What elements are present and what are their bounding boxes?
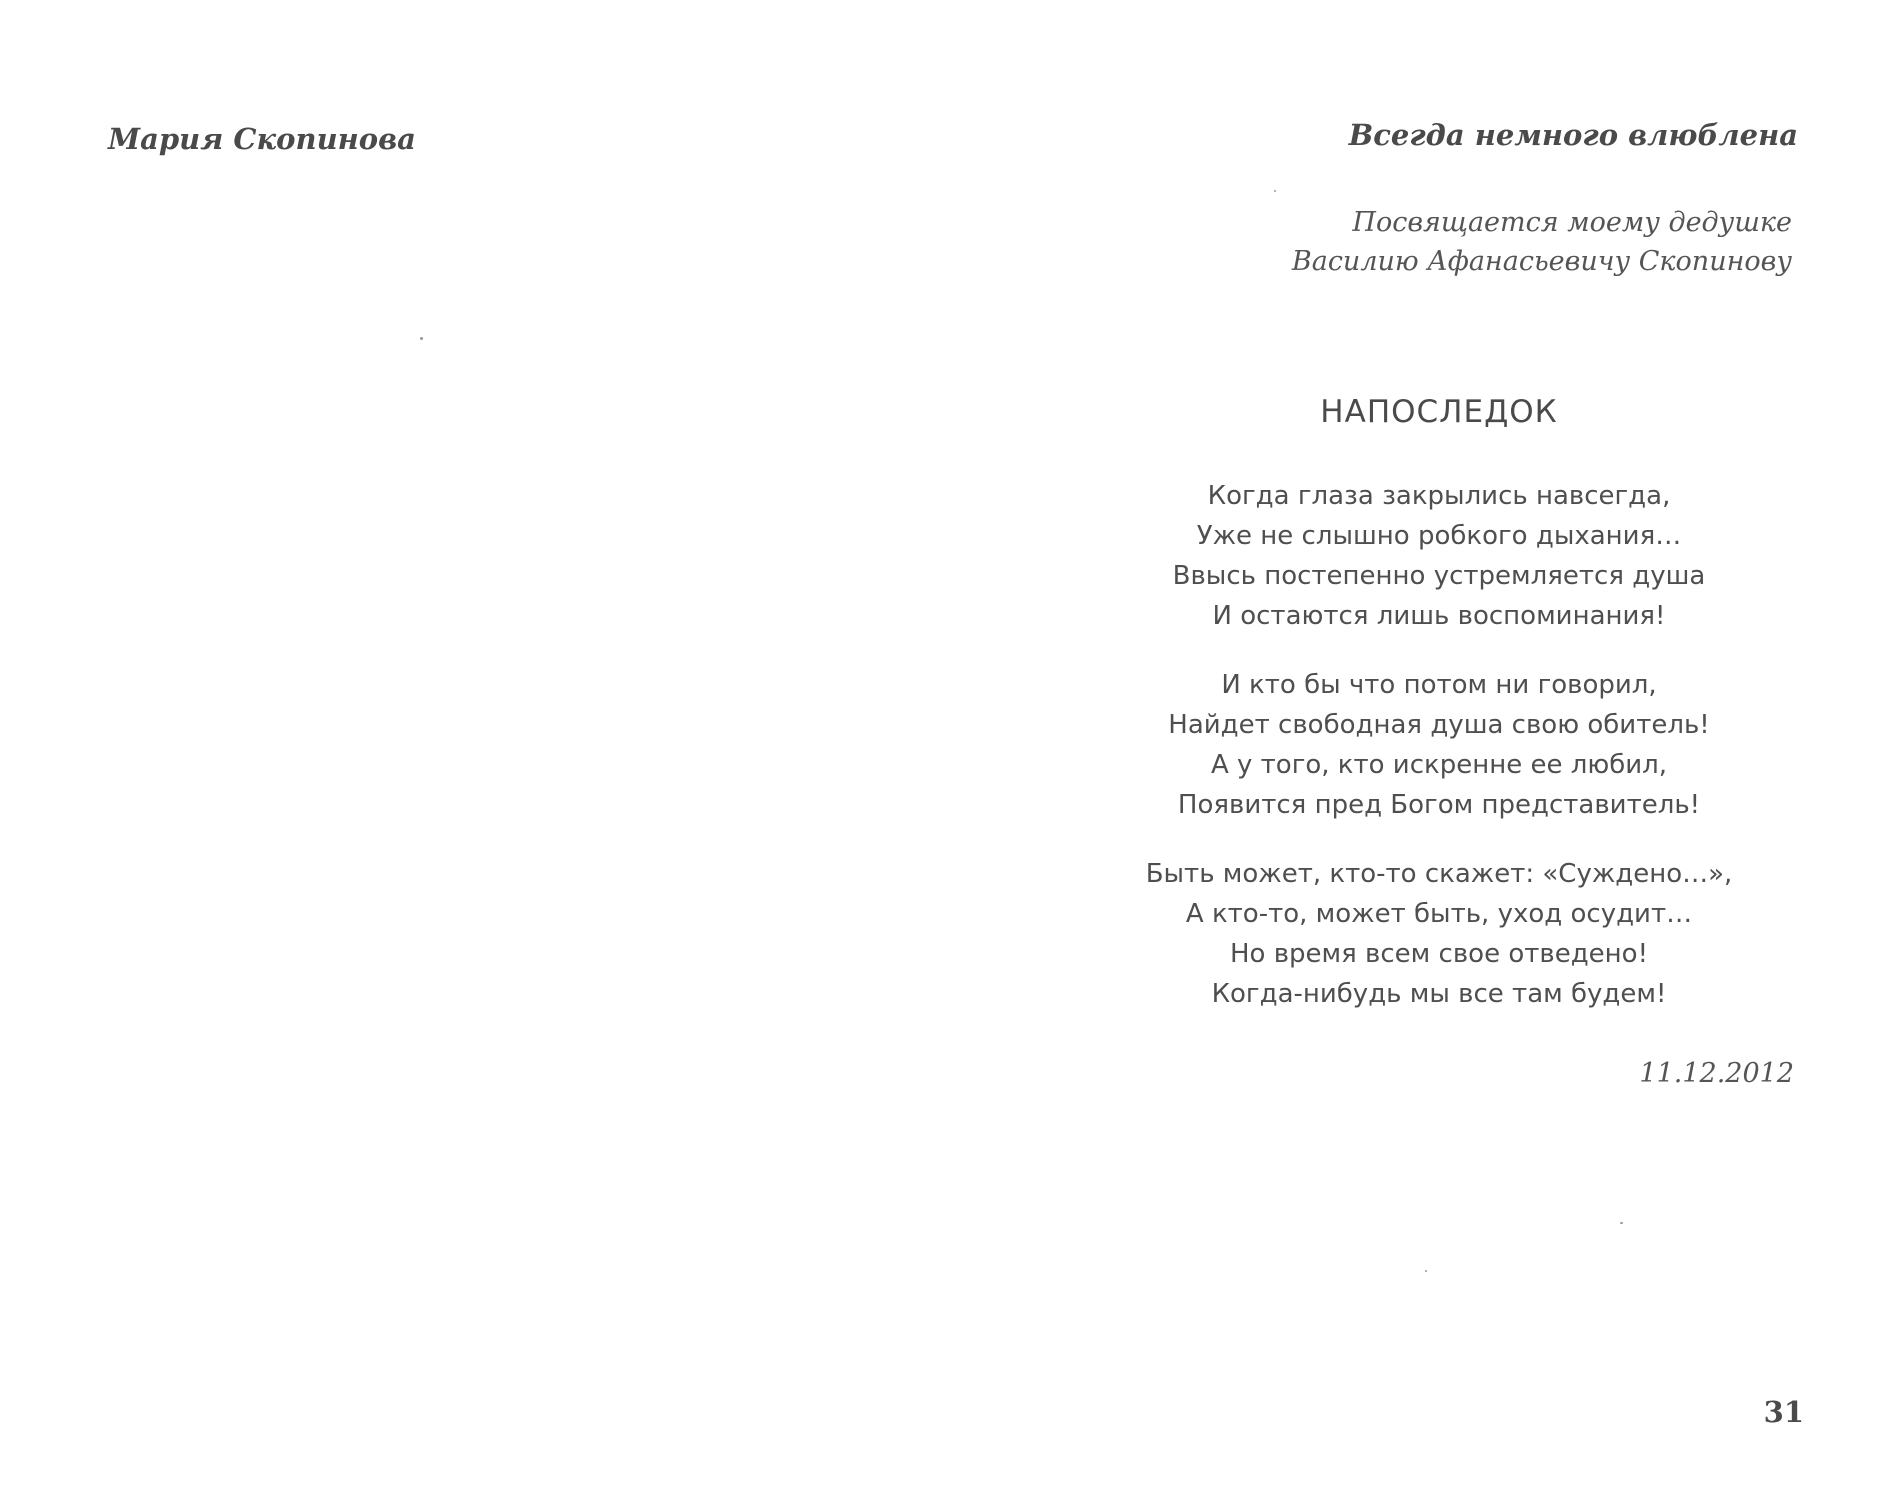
poem-line: Когда глаза закрылись навсегда, [1207,481,1671,511]
page-number: 31 [1763,1395,1804,1429]
running-header-author: Мария Скопинова [108,122,416,156]
poem-date: 11.12.2012 [1639,1058,1794,1089]
poem-title: НАПОСЛЕДОК [1320,394,1558,430]
poem-line: И кто бы что потом ни говорил, [1221,670,1657,700]
poem-line: Появится пред Богом представитель! [1177,790,1701,820]
poem-line: А у того, кто искренне ее любил, [1210,750,1668,780]
print-speck [1274,190,1276,192]
stanza [1139,665,1739,825]
print-speck [1425,1270,1427,1272]
poem-line: Когда-нибудь мы все там будем! [1211,979,1667,1009]
dedication-line: Посвящается моему дедушке [1352,207,1792,238]
print-speck [1620,1222,1623,1224]
poem-line: А кто-то, может быть, уход осудит… [1185,899,1693,929]
poem-body [1139,476,1739,1043]
running-header-book-title: Всегда немного влюблена [1348,118,1798,152]
stanza [1139,854,1739,1014]
dedication-line: Василию Афанасьевичу Скопинову [1291,246,1792,277]
poem-line: Уже не слышно робкого дыхания… [1196,521,1682,551]
poem-line: Найдет свободная душа свою обитель! [1168,710,1710,740]
dedication [1292,203,1792,281]
stanza [1139,476,1739,636]
poem-line: Ввысь постепенно устремляется душа [1172,561,1706,591]
print-speck [420,337,423,340]
poem-line: И остаются лишь воспоминания! [1212,601,1666,631]
poem-line: Но время всем свое отведено! [1229,939,1649,969]
poem-line: Быть может, кто-то скажет: «Суждено…», [1145,859,1733,889]
